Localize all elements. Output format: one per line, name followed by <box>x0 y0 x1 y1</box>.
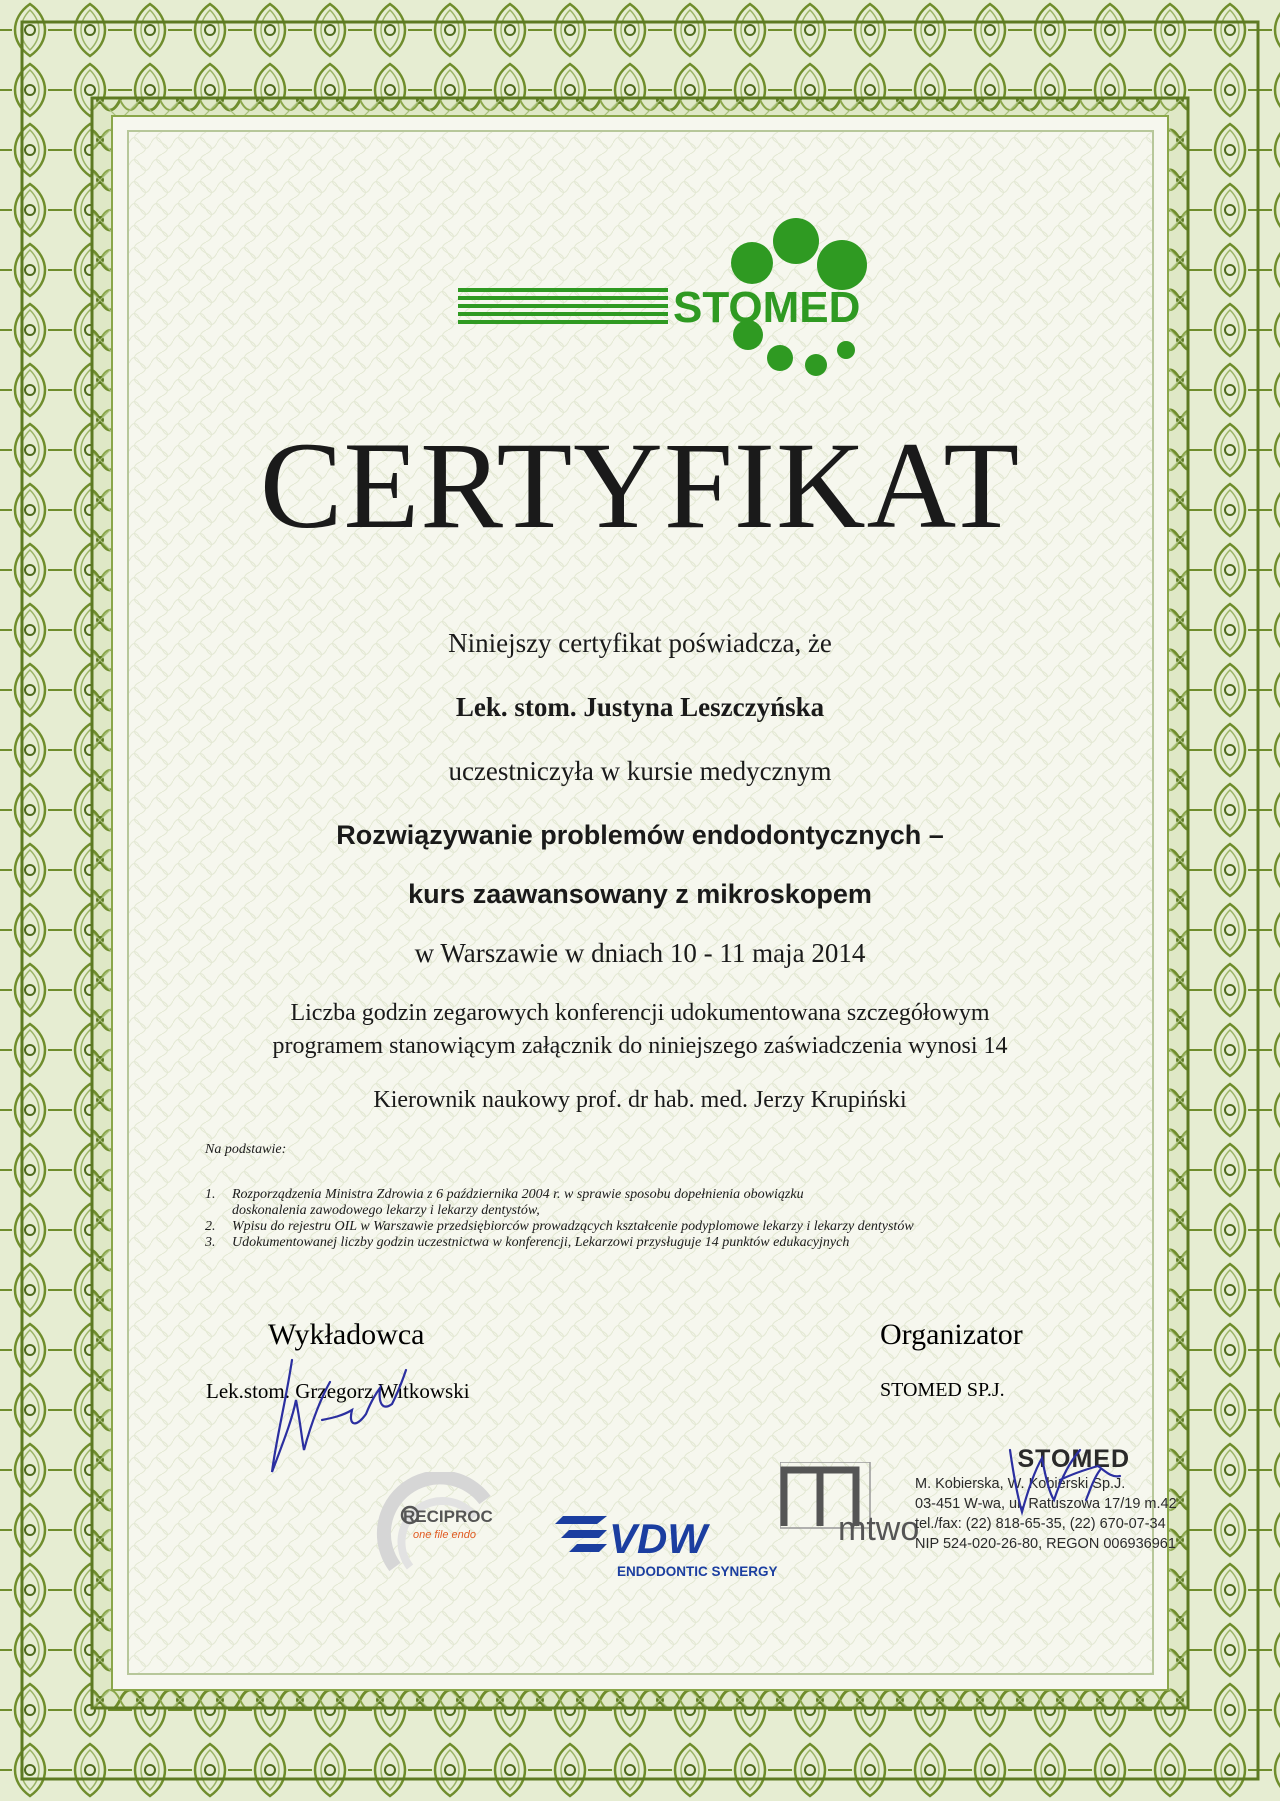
participation-text: uczestniczyła w kursie medycznym <box>448 756 832 786</box>
hours-statement <box>0 997 1280 1063</box>
stamp-line: NIP 524-020-26-80, REGON 006936961 <box>915 1536 1176 1552</box>
basis-label: Na podstawie: <box>205 1142 287 1157</box>
basis-list <box>205 1187 914 1251</box>
list-item <box>205 1187 914 1219</box>
lecturer-role: Wykładowca <box>268 1318 425 1351</box>
logo-text: STOMED <box>673 283 861 332</box>
list-item-number: 3. <box>205 1235 216 1250</box>
list-item-number: 1. <box>205 1187 216 1202</box>
organizer-name: STOMED SP.J. <box>880 1379 1005 1401</box>
list-item-number: 2. <box>205 1219 216 1234</box>
course-dates: w Warszawie w dniach 10 - 11 maja 2014 <box>414 938 866 968</box>
stamp-line: M. Kobierska, W. Kobierski Sp.J. <box>915 1476 1126 1492</box>
hours-line1: Liczba godzin zegarowych konferencji udokumentowana szczegółowym <box>290 1000 990 1026</box>
list-item-text: Wpisu do rejestru OIL w Warszawie przedsiębiorców prowadzących kształcenie podyplomowe lekarzy i lekarzy dentystów <box>232 1219 914 1234</box>
lecturer-name: Lek.stom. Grzegorz Witkowski <box>206 1379 470 1403</box>
vdw-logo <box>555 1508 785 1586</box>
mtwo-text: mtwo <box>838 1510 920 1548</box>
certificate-title: CERTYFIKAT <box>259 417 1021 554</box>
course-title-line2: kurs zaawansowany z mikroskopem <box>408 879 872 909</box>
list-item-text: Udokumentowanej liczby godzin uczestnictwa w konferencji, Lekarzowi przysługuje 14 punktów edukacyjnych <box>232 1235 850 1250</box>
stomed-logo <box>458 215 878 385</box>
intro-text: Niniejszy certyfikat poświadcza, że <box>448 628 832 658</box>
vdw-wing-icon <box>555 1516 607 1552</box>
list-item <box>205 1235 914 1251</box>
hours-line2: programem stanowiącym załącznik do niniejszego zaświadczenia wynosi 14 <box>272 1033 1008 1059</box>
course-title-line1: Rozwiązywanie problemów endodontycznych – <box>336 820 944 850</box>
stamp-line: 03-451 W-wa, ul. Ratuszowa 17/19 m.42 <box>915 1496 1177 1512</box>
list-item-text: Rozporządzenia Ministra Zdrowia z 6 października 2004 r. w sprawie sposobu dopełnienia obowiązku <box>232 1187 804 1202</box>
mtwo-logo <box>780 1462 930 1554</box>
stamp-title: STOMED <box>1017 1445 1130 1473</box>
organizer-role: Organizator <box>880 1318 1023 1351</box>
list-item-text: doskonalenia zawodowego lekarzy i lekarzy dentystów, <box>232 1203 540 1218</box>
scientific-head: Kierownik naukowy prof. dr hab. med. Jerzy Krupiński <box>373 1087 907 1113</box>
reciproc-text: RECIPROC <box>403 1507 493 1526</box>
recipient-name: Lek. stom. Justyna Leszczyńska <box>455 692 825 722</box>
reciproc-logo <box>365 1472 545 1572</box>
vdw-text: VDW <box>609 1515 707 1562</box>
logo-stripes <box>458 288 668 324</box>
company-stamp <box>915 1445 1177 1554</box>
vdw-tagline: ENDODONTIC SYNERGY <box>617 1564 778 1579</box>
reciproc-tagline: one file endo <box>413 1529 476 1541</box>
stamp-line: tel./fax: (22) 818-65-35, (22) 670-07-34 <box>915 1516 1166 1532</box>
list-item <box>205 1219 914 1235</box>
